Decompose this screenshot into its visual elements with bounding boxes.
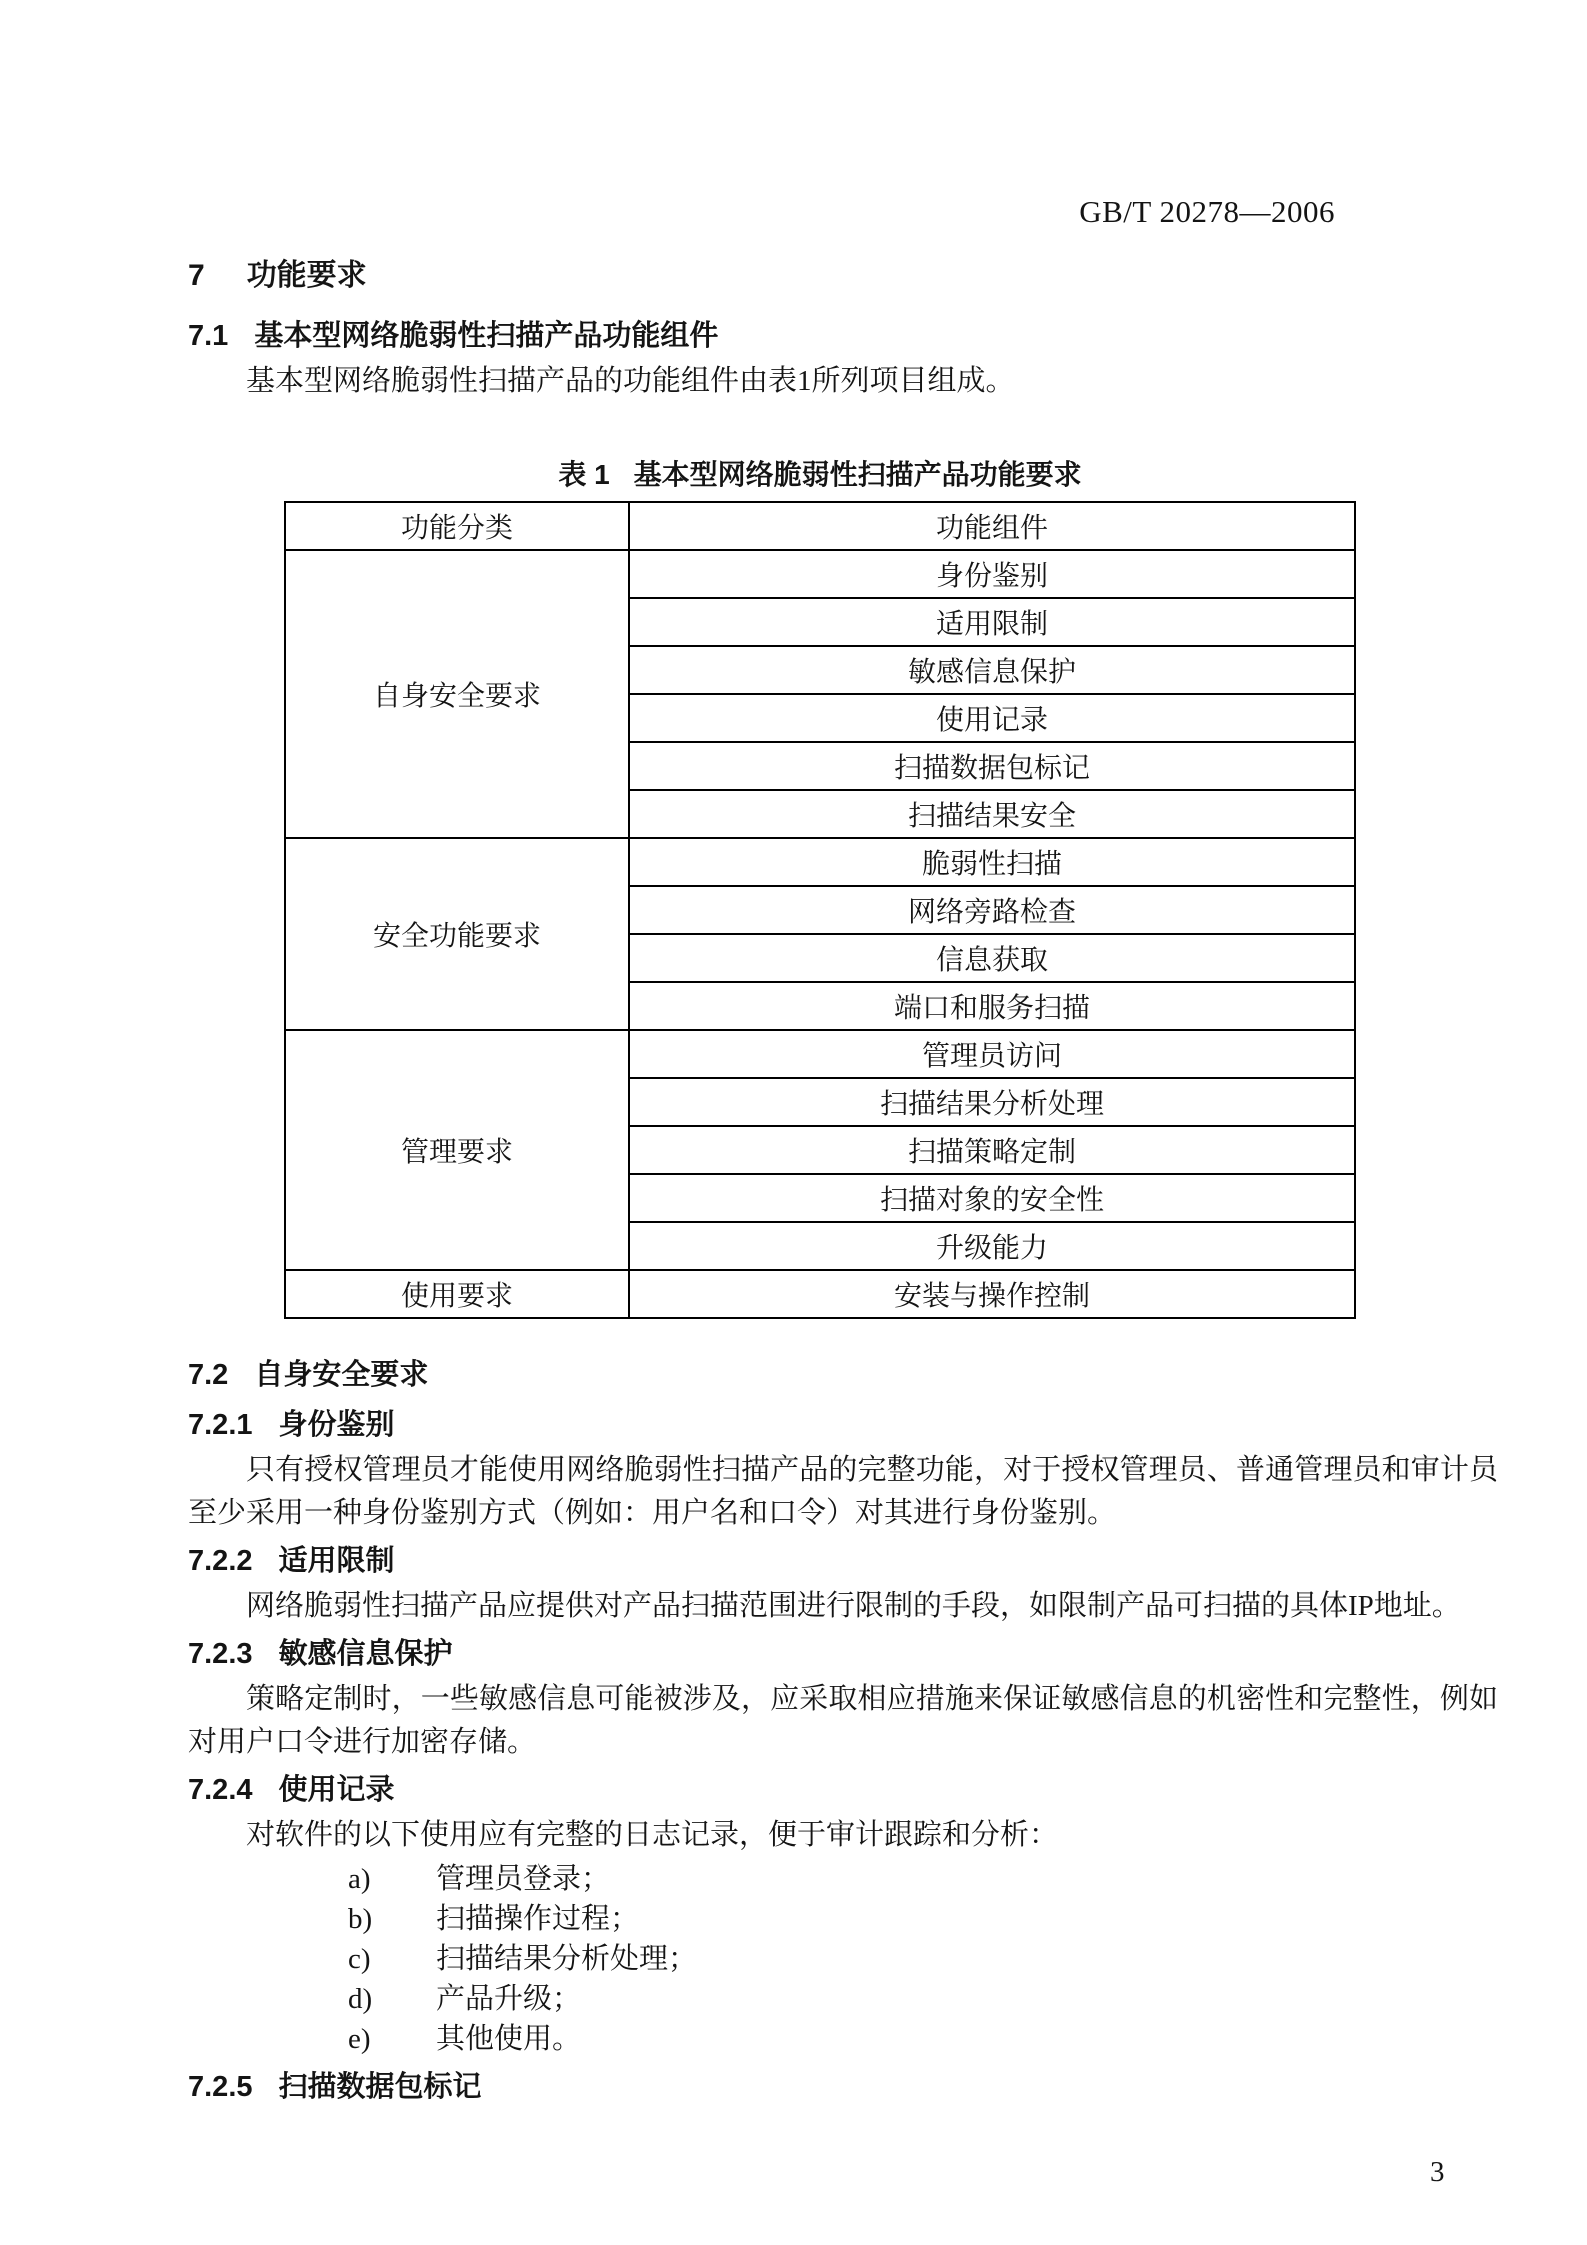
list-item [348, 1899, 1498, 1939]
table-row [285, 502, 1355, 550]
category-cell-management: 管理要求 [285, 1030, 629, 1270]
component-cell: 安装与操作控制 [629, 1270, 1355, 1318]
table-1 [284, 501, 1356, 1319]
component-cell: 管理员访问 [629, 1030, 1355, 1078]
page-number: 3 [1430, 2156, 1445, 2188]
section-7-2-5-number: 7.2.5 [188, 2071, 253, 2103]
section-7-2-4-paragraph: 对软件的以下使用应有完整的日志记录，便于审计跟踪和分析： [246, 1819, 1059, 1851]
section-7-2-3-paragraph: 策略定制时，一些敏感信息可能被涉及，应采取相应措施来保证敏感信息的机密性和完整性，例如对用户口令进行加密存储。 [188, 1683, 1498, 1758]
section-7-2-heading [188, 1353, 1498, 1397]
section-7-2-2-number: 7.2.2 [188, 1545, 253, 1577]
list-item-marker: e) [348, 2023, 371, 2055]
list-item-text: 其他使用。 [436, 2023, 582, 2055]
section-7-2-1-heading [188, 1403, 1498, 1447]
section-7-2-1-paragraph: 只有授权管理员才能使用网络脆弱性扫描产品的完整功能，对于授权管理员、普通管理员和审计员至少采用一种身份鉴别方式（例如：用户名和口令）对其进行身份鉴别。 [188, 1454, 1498, 1529]
section-7-1-paragraph: 基本型网络脆弱性扫描产品的功能组件由表1所列项目组成。 [246, 365, 1015, 397]
section-7-2-1-title: 身份鉴别 [278, 1409, 395, 1441]
column-header-category: 功能分类 [285, 502, 629, 550]
section-7-1-number: 7.1 [188, 320, 229, 352]
section-7-2-1-number: 7.2.1 [188, 1409, 253, 1441]
list-item [348, 1979, 1498, 2019]
section-7-2-2-title: 适用限制 [278, 1545, 395, 1577]
component-cell: 升级能力 [629, 1222, 1355, 1270]
component-cell: 网络旁路检查 [629, 886, 1355, 934]
section-7-1-title: 基本型网络脆弱性扫描产品功能组件 [254, 320, 719, 352]
table-row [285, 550, 1355, 598]
section-7-2-4-heading [188, 1768, 1498, 1812]
component-cell: 信息获取 [629, 934, 1355, 982]
component-cell: 扫描结果分析处理 [629, 1078, 1355, 1126]
section-7-2-3-number: 7.2.3 [188, 1638, 253, 1670]
list-item [348, 1859, 1498, 1899]
list-item [348, 1939, 1498, 1979]
section-7-2-title: 自身安全要求 [254, 1359, 429, 1391]
list-item-text: 管理员登录； [436, 1863, 611, 1895]
doc-number: GB/T 20278—2006 [1079, 194, 1335, 229]
category-cell-security-function: 安全功能要求 [285, 838, 629, 1030]
component-cell: 扫描策略定制 [629, 1126, 1355, 1174]
section-7-title: 功能要求 [246, 259, 367, 292]
section-7-2-3-title: 敏感信息保护 [278, 1638, 453, 1670]
table-row [285, 838, 1355, 886]
category-cell-usage: 使用要求 [285, 1270, 629, 1318]
usage-log-list [348, 1859, 1498, 2059]
category-cell-self-security: 自身安全要求 [285, 550, 629, 838]
section-7-2-5-heading [188, 2065, 1498, 2109]
table-row [285, 1270, 1355, 1318]
component-cell: 端口和服务扫描 [629, 982, 1355, 1030]
list-item-marker: c) [348, 1943, 371, 1975]
table-1-caption-title: 基本型网络脆弱性扫描产品功能要求 [633, 459, 1082, 490]
column-header-component: 功能组件 [629, 502, 1355, 550]
section-7-2-3-heading [188, 1632, 1498, 1676]
component-cell: 脆弱性扫描 [629, 838, 1355, 886]
list-item-text: 扫描结果分析处理； [436, 1943, 698, 1975]
section-7-2-2-heading [188, 1539, 1498, 1583]
table-1-caption [284, 455, 1356, 495]
section-7-1-heading [188, 314, 1498, 358]
component-cell: 敏感信息保护 [629, 646, 1355, 694]
component-cell: 扫描结果安全 [629, 790, 1355, 838]
list-item-marker: b) [348, 1903, 373, 1935]
section-7-heading [188, 254, 1498, 298]
section-7-2-number: 7.2 [188, 1359, 229, 1391]
list-item [348, 2019, 1498, 2059]
component-cell: 扫描数据包标记 [629, 742, 1355, 790]
table-1-caption-label: 表 1 [558, 459, 610, 490]
table-row [285, 1030, 1355, 1078]
list-item-text: 扫描操作过程； [436, 1903, 640, 1935]
section-7-2-5-title: 扫描数据包标记 [278, 2071, 482, 2103]
component-cell: 使用记录 [629, 694, 1355, 742]
document-page [188, 0, 1498, 2109]
component-cell: 适用限制 [629, 598, 1355, 646]
section-7-2-4-number: 7.2.4 [188, 1774, 253, 1806]
list-item-text: 产品升级； [436, 1983, 582, 2015]
section-7-number: 7 [188, 259, 205, 292]
component-cell: 身份鉴别 [629, 550, 1355, 598]
list-item-marker: a) [348, 1863, 371, 1895]
section-7-2-4-title: 使用记录 [278, 1774, 395, 1806]
component-cell: 扫描对象的安全性 [629, 1174, 1355, 1222]
section-7-2-2-paragraph: 网络脆弱性扫描产品应提供对产品扫描范围进行限制的手段，如限制产品可扫描的具体IP地址。 [246, 1590, 1461, 1622]
list-item-marker: d) [348, 1983, 373, 2015]
